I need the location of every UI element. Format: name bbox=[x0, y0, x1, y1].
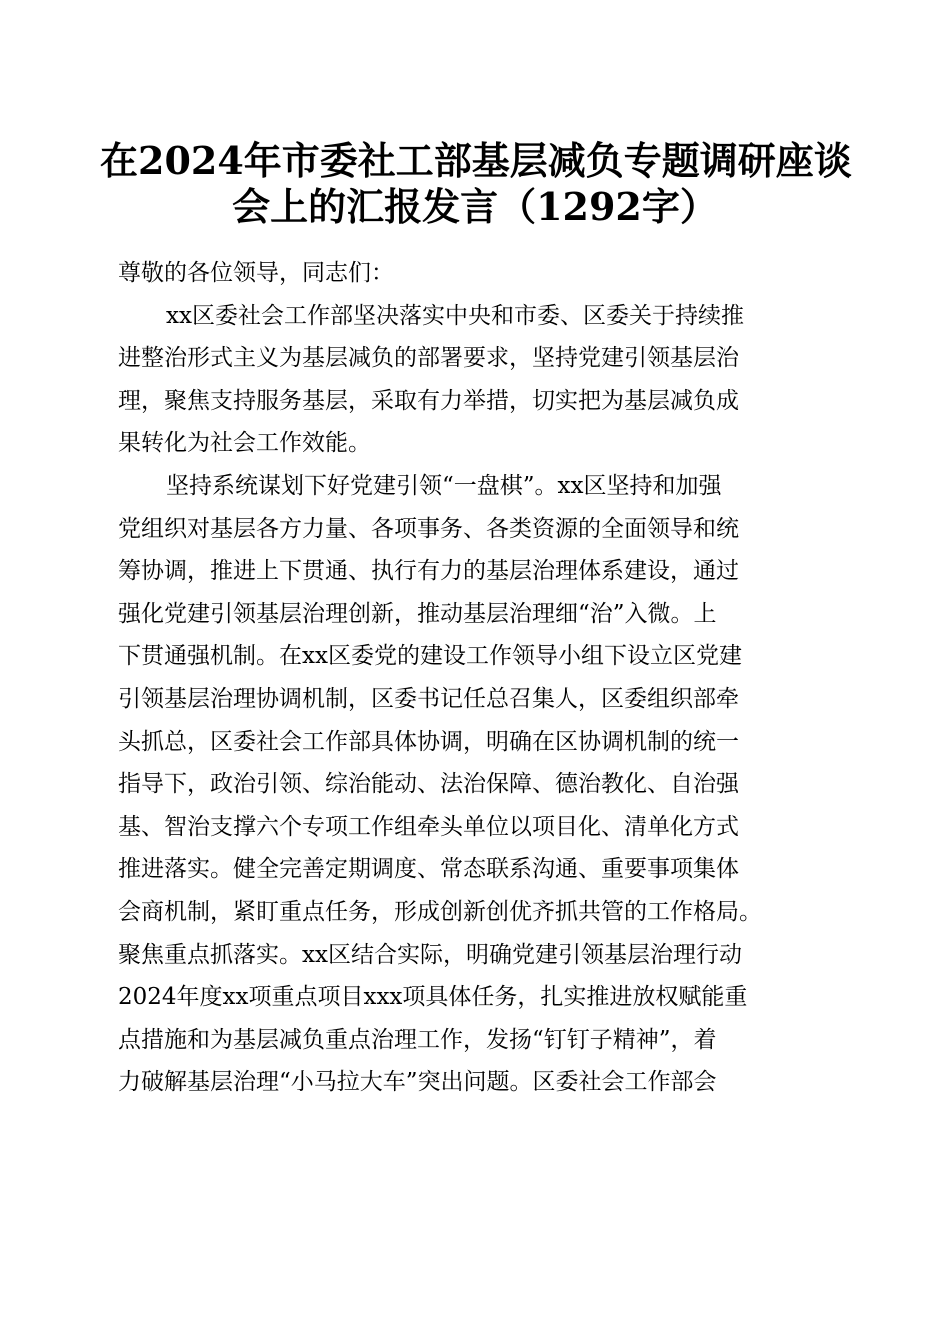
paragraph-line: 会商机制，紧盯重点任务，形成创新创优齐抓共管的工作格局。 bbox=[118, 898, 762, 925]
document-title bbox=[100, 138, 850, 230]
paragraph-line: xx区委社会工作部坚决落实中央和市委、区委关于持续推 bbox=[166, 302, 744, 329]
paragraph-line: 筹协调，推进上下贯通、执行有力的基层治理体系建设，通过 bbox=[118, 558, 739, 585]
title-line-2: 会上的汇报发言（1292字） bbox=[232, 184, 718, 229]
paragraph-line: 点措施和为基层减负重点治理工作，发扬“钉钉子精神”，着 bbox=[118, 1026, 717, 1053]
paragraph-line: 党组织对基层各方力量、各项事务、各类资源的全面领导和统 bbox=[118, 515, 739, 542]
paragraph-line: 力破解基层治理“小马拉大车”突出问题。区委社会工作部会 bbox=[118, 1069, 717, 1096]
paragraph-line: 推进落实。健全完善定期调度、常态联系沟通、重要事项集体 bbox=[118, 856, 739, 883]
paragraph-line: 头抓总，区委社会工作部具体协调，明确在区协调机制的统一 bbox=[118, 728, 739, 755]
paragraph-line: 基、智治支撑六个专项工作组牵头单位以项目化、清单化方式 bbox=[118, 813, 739, 840]
paragraph-2 bbox=[118, 465, 838, 1104]
paragraph-line: 引领基层治理协调机制，区委书记任总召集人，区委组织部牵 bbox=[118, 685, 739, 712]
salutation bbox=[118, 252, 838, 295]
paragraph-line: 下贯通强机制。在xx区委党的建设工作领导小组下设立区党建 bbox=[118, 643, 742, 670]
paragraph-1 bbox=[118, 295, 838, 465]
paragraph-line: 聚焦重点抓落实。xx区结合实际，明确党建引领基层治理行动 bbox=[118, 941, 742, 968]
paragraph-line: 进整治形式主义为基层减负的部署要求，坚持党建引领基层治 bbox=[118, 345, 739, 372]
salutation-line: 尊敬的各位领导，同志们： bbox=[118, 260, 394, 286]
paragraph-line: 2024年度xx项重点项目xxx项具体任务，扎实推进放权赋能重 bbox=[118, 984, 748, 1011]
paragraph-line: 理，聚焦支持服务基层，采取有力举措，切实把为基层减负成 bbox=[118, 387, 739, 414]
paragraph-line: 指导下，政治引领、综治能动、法治保障、德治教化、自治强 bbox=[118, 771, 739, 798]
paragraph-line: 果转化为社会工作效能。 bbox=[118, 430, 371, 457]
paragraph-line: 坚持系统谋划下好党建引领“一盘棋”。xx区坚持和加强 bbox=[166, 472, 722, 499]
paragraph-line: 强化党建引领基层治理创新，推动基层治理细“治”入微。上 bbox=[118, 600, 717, 627]
document-body bbox=[118, 252, 838, 1104]
title-line-1: 在2024年市委社工部基层减负专题调研座谈 bbox=[100, 138, 852, 183]
